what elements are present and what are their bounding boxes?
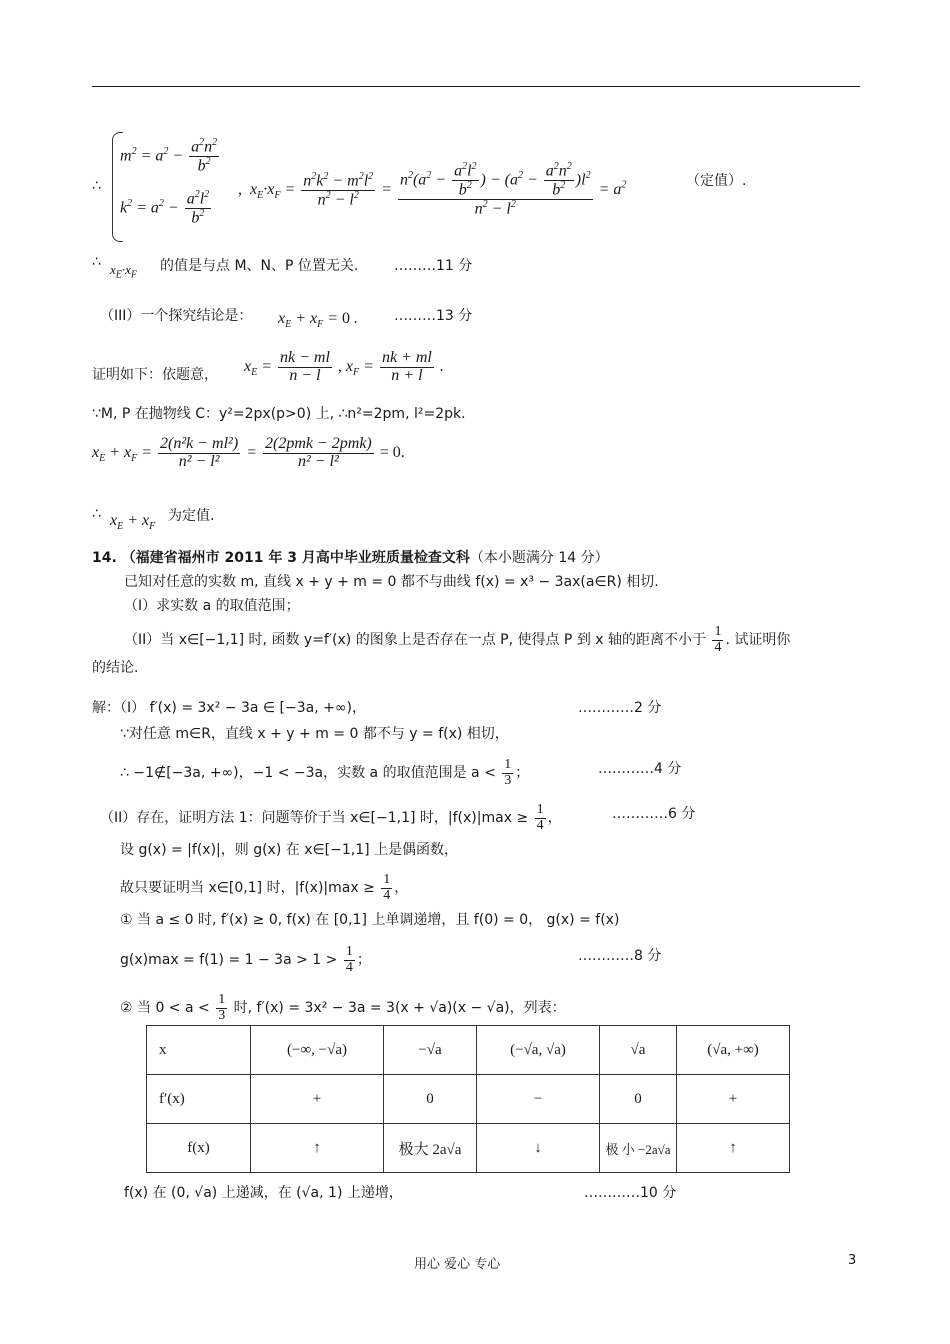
footer-motto: 用心 爱心 专心 xyxy=(414,1257,501,1272)
table-cell: 0 xyxy=(600,1075,677,1124)
score-8: …………8 分 xyxy=(578,948,662,964)
table-cell: 极大 2a√a xyxy=(384,1124,477,1173)
const-text: 为定值. xyxy=(168,508,215,524)
xe-xf-definitions: $x_E$ = $\frac{nk - ml}{n - l}$ , $x_F$ = $\frac{nk + ml}{n + l}$ . xyxy=(244,349,444,384)
xexf-product: $x_E\cdot x_F$ xyxy=(110,262,138,281)
therefore-symbol: ∴ xyxy=(92,178,101,194)
table-cell: (−√a, √a) xyxy=(477,1026,600,1075)
sol-line-6: 故只要证明当 x∈[0,1] 时，|f(x)|max ≥ $\frac{1}{4}$ ， xyxy=(120,872,409,903)
table-row xyxy=(147,1075,790,1124)
page-number: 3 xyxy=(848,1253,857,1268)
table-cell: − xyxy=(477,1075,600,1124)
table-cell: −√a xyxy=(384,1026,477,1075)
therefore-const: ∴ xyxy=(92,506,101,522)
sum-expr: $x_E + x_F$ xyxy=(110,512,156,533)
score-4: …………4 分 xyxy=(598,761,682,777)
monotonicity-table xyxy=(146,1025,790,1173)
table-cell: f(x) xyxy=(147,1124,251,1173)
table-cell: x xyxy=(147,1026,251,1075)
q14-part2-end: 的结论. xyxy=(92,660,139,676)
system-eq-m2: $m^2 = a^2$ − $\frac{a^2n^2}{b^2}$ xyxy=(120,137,218,175)
score-10: …………10 分 xyxy=(584,1185,677,1201)
table-cell: f′(x) xyxy=(147,1075,251,1124)
sol-line-5: 设 g(x) = |f(x)|，则 g(x) 在 x∈[−1,1] 上是偶函数， xyxy=(120,842,459,858)
sol-line-3: ∴ −1∉[−3a, +∞)，−1 < −3a，实数 a 的取值范围是 a < $\frac{1}{3}$ ； xyxy=(120,757,530,788)
parabola-line: ∵M, P 在抛物线 C：y²=2px(p>0) 上, ∴n²=2pm, l²=2pk. xyxy=(92,406,466,422)
sol-line-2: ∵对任意 m∈R，直线 x + y + m = 0 都不与 y = f(x) 相切， xyxy=(120,726,509,742)
therefore-11: ∴ xyxy=(92,254,101,270)
table-cell: (√a, +∞) xyxy=(677,1026,790,1075)
sol-line-8: g(x)max = f(1) = 1 − 3a > 1 > $\frac{1}{4}$ ； xyxy=(120,944,371,975)
q14-part1: （I）求实数 a 的取值范围； xyxy=(124,598,300,614)
xexf-equation: , $x_E\cdot x_F$ = $\frac{n^2k^2 - m^2l^2}{n^2 - l^2}$ = $n^2(a^2$ − $\frac{a^2l^2}{b^2}$ ) − ($a^2$ − $\frac{a^2n^2}{b^2}$ )$l^2$ $n^2 - l^2$ = $a^2$ xyxy=(238,161,627,218)
table-cell: + xyxy=(251,1075,384,1124)
table-cell: ↓ xyxy=(477,1124,600,1173)
sol-line-7: ① 当 a ≤ 0 时, f′(x) ≥ 0, f(x) 在 [0,1] 上单调递增，且 f(0) = 0， g(x) = f(x) xyxy=(120,912,620,928)
system-eq-k2: $k^2 = a^2$ − $\frac{a^2l^2}{b^2}$ xyxy=(120,189,210,227)
part3-intro: （III）一个探究结论是： xyxy=(100,308,253,324)
q14-title: 14. （福建省福州市 2011 年 3 月高中毕业班质量检查文科（本小题满分 14 分） xyxy=(92,550,609,566)
score-11: ………11 分 xyxy=(394,258,473,274)
part3-equation: $x_E + x_F = 0$ . xyxy=(278,310,359,331)
fixed-value-note: （定值）. xyxy=(686,173,747,189)
sum-equation: $x_E + x_F$ = $\frac{\text{2(n²k − ml²)}}{\text{n² − l²}}$ = $\frac{\text{2(2pmk − 2pmk)}}{\text{n² − l²}}$ = 0. xyxy=(92,435,405,470)
table-cell: (−∞, −√a) xyxy=(251,1026,384,1075)
table-row xyxy=(147,1124,790,1173)
score-2: …………2 分 xyxy=(578,700,662,716)
table-cell: 极 小 −2a√a xyxy=(600,1124,677,1173)
sol-line-1: 解：（I） f′(x) = 3x² − 3a ∈ [−3a, +∞)， xyxy=(92,700,366,716)
table-cell: ↑ xyxy=(251,1124,384,1173)
table-cell: + xyxy=(677,1075,790,1124)
score-6: …………6 分 xyxy=(612,806,696,822)
q14-stem: 已知对任意的实数 m, 直线 x + y + m = 0 都不与曲线 f(x) = x³ − 3ax(a∈R) 相切. xyxy=(124,574,659,590)
q14-part2: （II）当 x∈[−1,1] 时, 函数 y=f′(x) 的图象上是否存在一点 P, 使得点 P 到 x 轴的距离不小于 $\frac{1}{4}$ . 试证明你 xyxy=(124,624,791,655)
table-cell: 0 xyxy=(384,1075,477,1124)
score-13: ………13 分 xyxy=(394,308,473,324)
table-cell: ↑ xyxy=(677,1124,790,1173)
table-row xyxy=(147,1026,790,1075)
sol-line-10: f(x) 在 (0, √a) 上递减，在 (√a, 1) 上递增， xyxy=(124,1185,403,1201)
sol-line-4: （II）存在，证明方法 1：问题等价于当 x∈[−1,1] 时，|f(x)|max ≥ $\frac{1}{4}$ ， xyxy=(100,802,562,833)
sol-line-9: ② 当 0 < a < $\frac{1}{3}$ 时, f′(x) = 3x² − 3a = 3(x + √a)(x − √a)，列表： xyxy=(120,992,566,1023)
header-rule xyxy=(92,86,860,87)
line-11-text: 的值是与点 M、N、P 位置无关. xyxy=(160,258,359,274)
proof-intro: 证明如下：依题意， xyxy=(92,367,218,383)
table-cell: √a xyxy=(600,1026,677,1075)
